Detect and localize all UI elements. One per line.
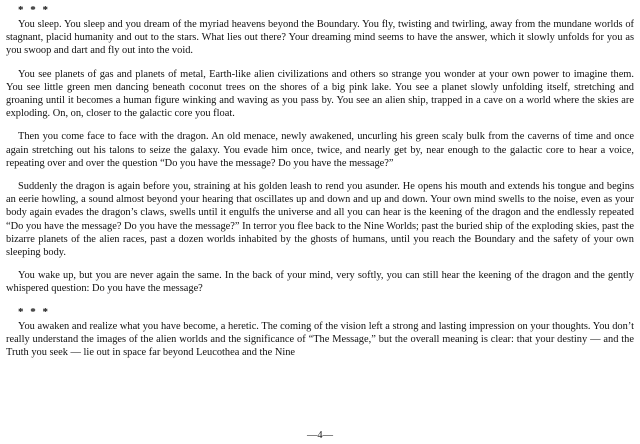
paragraph: You awaken and realize what you have become, a heretic. The coming of the vision left a strong and lasting impression on your thoughts. You don’t really understand the images of the alien worlds and the significance of “The Message,” but the overall meaning is clear: that your destiny — and the Truth you seek — lie out in space far beyond Leucothea and the Nine — [6, 320, 634, 359]
page-number: —4— — [307, 430, 333, 441]
paragraph: You sleep. You sleep and you dream of the myriad heavens beyond the Boundary. You fly, twisting and twirling, away from the mundane worlds of stagnant, placid humanity and out to the stars. What lies out there? Your dreaming mind seems to have the answer, which it slowly unfolds for you as you swoop and dart and fly out into the void. — [6, 19, 634, 57]
document-page — [6, 4, 634, 440]
paragraph: You see planets of gas and planets of metal, Earth-like alien civilizations and others so strange you wonder at your own power to imagine them. You see little green men dancing beneath coconut trees on the shores of a big pink lake. You see a planet slowly unfolding itself, stretching and groaning until it becomes a human figure winking and waving as you pass by. You see an alien ship, trapped in a cave on a world where the skies are exploding. On, on, closer to the galactic core you float. — [6, 68, 634, 120]
section-separator: * * * — [18, 305, 50, 318]
paragraph: Then you come face to face with the dragon. An old menace, newly awakened, uncurling his green scaly bulk from the caverns of time and once again stretching out his talons to seize the galaxy. You evade him once, twice, and nearly get by, near enough to the galactic core to hear a voice, repeating over and over the question “Do you have the message? Do you have the message?” — [6, 131, 634, 169]
section-separator: * * * — [18, 4, 50, 16]
paragraph: You wake up, but you are never again the same. In the back of your mind, very softly, you can still hear the keening of the dragon and the gently whispered question: Do you have the message? — [6, 270, 634, 295]
paragraph: Suddenly the dragon is again before you, straining at his golden leash to rend you asunder. He opens his mouth and extends his tongue and begins an eerie howling, a sound almost beyond your hearing that oscillates up and down and up and down. Your own mind swells to the noise, even as your body again evades the dragon’s claws, swells until it engulfs the universe and all you can hear is the keening of the dragon and the endlessly repeated “Do you have the message? Do you have the message?” In terror you flee back to the Nine Worlds; past the buried ship of the exploding skies, past the bizarre planets of the alien races, past a dozen worlds inhabited by the ghosts of humans, until you reach the Boundary and the safety of your own sleeping body. — [6, 181, 634, 259]
